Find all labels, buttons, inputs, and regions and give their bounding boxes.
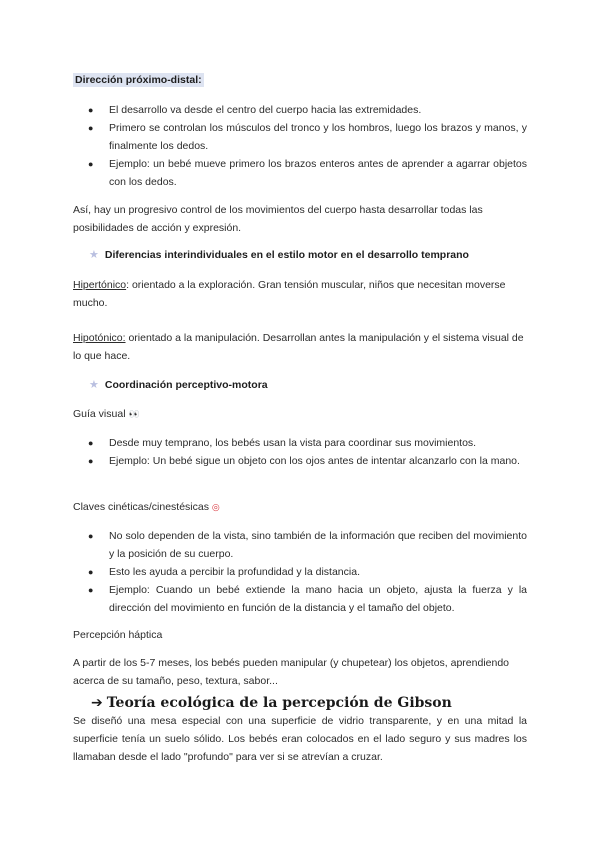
guia-visual-label: Guía visual 👀 <box>73 408 140 420</box>
bullet-icon: ● <box>88 105 94 115</box>
hipertonico-term: Hipertónico <box>73 279 127 291</box>
list-item: ● Esto les ayuda a percibir la profundidad y la distancia. <box>73 563 527 581</box>
bullet-icon: ● <box>88 123 94 133</box>
claves-list <box>73 527 527 617</box>
guia-visual-list <box>73 434 527 470</box>
bullet-icon: ● <box>88 585 94 595</box>
gibson-paragraph: Se diseñó una mesa especial con una superficie de vidrio transparente, y en una mitad la superficie tenía un suelo sólido. Los bebés eran colocados en el lado seguro y sus madres los llamaban desde el lado "profundo" para ver si se atrevían a cruzar. <box>73 715 527 763</box>
target-icon: ◎ <box>211 503 220 513</box>
heading-proximo-distal: Dirección próximo-distal: <box>75 74 202 86</box>
bullet-icon: ● <box>88 159 94 169</box>
claves-label: Claves cinéticas/cinestésicas ◎ <box>73 501 220 513</box>
list-item: ● Desde muy temprano, los bebés usan la vista para coordinar sus movimientos. <box>73 434 527 452</box>
heading-gibson: ➔ Teoría ecológica de la percepción de Gibson <box>91 695 452 711</box>
list-item: ● Ejemplo: Cuando un bebé extiende la mano hacia un objeto, ajusta la fuerza y la dirección del movimiento en función de la distancia y el tamaño del objeto. <box>73 581 527 617</box>
arrow-right-icon: ➔ <box>91 695 103 711</box>
bullet-icon: ● <box>88 567 94 577</box>
list-item: ● El desarrollo va desde el centro del cuerpo hacia las extremidades. <box>73 101 527 119</box>
heading-diferencias: ★ Diferencias interindividuales en el estilo motor en el desarrollo temprano <box>89 249 469 261</box>
hipotonico-paragraph: Hipotónico: orientado a la manipulación. Desarrollan antes la manipulación y el sistema visual de lo que hace. <box>73 332 524 362</box>
bullet-icon: ● <box>88 531 94 541</box>
list-item: ● Ejemplo: un bebé mueve primero los brazos enteros antes de aprender a agarrar objetos con los dedos. <box>73 155 527 191</box>
summary-paragraph: Así, hay un progresivo control de los movimientos del cuerpo hasta desarrollar todas las posibilidades de acción y expresión. <box>73 204 483 234</box>
haptica-label: Percepción háptica <box>73 629 163 641</box>
star-icon: ★ <box>89 379 99 391</box>
hipertonico-paragraph: Hipertónico: orientado a la exploración. Gran tensión muscular, niños que necesitan moverse mucho. <box>73 279 506 309</box>
heading-coordinacion: ★ Coordinación perceptivo-motora <box>89 379 268 391</box>
hipotonico-term: Hipotónico: <box>73 332 126 344</box>
star-icon: ★ <box>89 249 99 261</box>
bullet-icon: ● <box>88 456 94 466</box>
eyes-icon: 👀 <box>128 410 140 420</box>
proximo-distal-list <box>73 101 527 191</box>
haptica-paragraph: A partir de los 5-7 meses, los bebés pueden manipular (y chupetear) los objetos, aprendiendo acerca de su tamaño, peso, textura, sabor... <box>73 657 510 687</box>
list-item: ● No solo dependen de la vista, sino también de la información que reciben del movimiento y la posición de su cuerpo. <box>73 527 527 563</box>
bullet-icon: ● <box>88 438 94 448</box>
list-item: ● Ejemplo: Un bebé sigue un objeto con los ojos antes de intentar alcanzarlo con la mano. <box>73 452 527 470</box>
list-item: ● Primero se controlan los músculos del tronco y los hombros, luego los brazos y manos, y finalmente los dedos. <box>73 119 527 155</box>
